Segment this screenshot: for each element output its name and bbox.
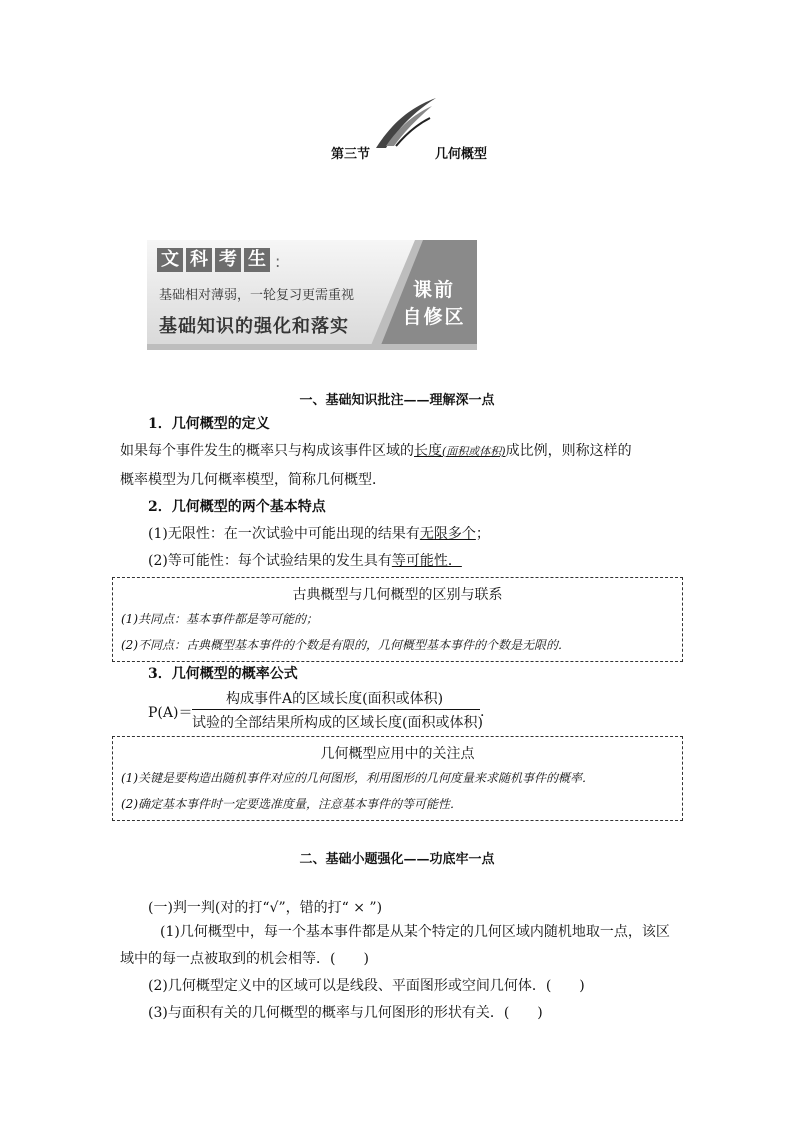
part2-sub: (一)判一判(对的打“√”，错的打“ × ”) (148, 900, 383, 916)
s1-text-a: 如果每个事件发生的概率只与构成该事件区域的 (120, 443, 414, 459)
s2-item1-u: 无限多个 (419, 526, 476, 542)
q1-line2: 域中的每一点被取到的机会相等．( ) (120, 951, 369, 967)
formula-lhs: P(A)＝ (148, 705, 193, 721)
note2-line1: (1)关键是要构造出随机事件对应的几何图形，利用图形的几何度量来求随机事件的概率． (121, 771, 595, 785)
s2-item1-a: (1)无限性：在一次试验中可能出现的结果有 (148, 526, 420, 542)
s1-text (120, 441, 700, 462)
q3: (3)与面积有关的几何概型的概率与几何图形的形状有关．( ) (148, 1005, 543, 1021)
formula-numerator: 构成事件A的区域长度(面积或体积) (226, 691, 444, 707)
banner-right-line2: 自修区 (402, 306, 466, 328)
s1-note: (面积或体积) (442, 445, 506, 458)
note-box-1 (112, 577, 683, 662)
s3-title: 3．几何概型的概率公式 (148, 666, 298, 682)
note1-title: 古典概型与几何概型的区别与联系 (292, 587, 503, 603)
section-number: 第三节 (331, 147, 371, 162)
badge-char: 生 (244, 248, 270, 272)
note-box-2 (112, 736, 683, 821)
s1-text-b: 成比例，则称这样的 (505, 443, 632, 459)
s2-title: 2．几何概型的两个基本特点 (148, 499, 326, 515)
badge-char: 文 (157, 248, 183, 272)
part1-heading: 一、基础知识批注——理解深一点 (299, 393, 495, 408)
s1-line2: 概率模型为几何概率模型，简称几何概型． (120, 472, 386, 488)
banner-headline: 基础知识的强化和落实 (159, 316, 349, 337)
fraction-bar (192, 709, 480, 710)
badge-char: 科 (186, 248, 212, 272)
q1-line1: (1)几何概型中，每一个基本事件都是从某个特定的几何区域内随机地取一点，该区 (160, 924, 670, 940)
banner-right-line1: 课前 (412, 279, 455, 301)
formula-end: . (480, 704, 485, 720)
s2-item2-a: (2)等可能性：每个试验结果的发生具有 (148, 553, 392, 569)
s2-item2 (148, 551, 708, 571)
banner (147, 240, 477, 350)
q2: (2)几何概型定义中的区域可以是线段、平面图形或空间几何体．( ) (148, 978, 585, 994)
swoosh-decoration-icon (372, 96, 438, 150)
section-title: 几何概型 (435, 147, 488, 162)
note1-line2: (2)不同点：古典概型基本事件的个数是有限的，几何概型基本事件的个数是无限的． (121, 638, 571, 652)
s2-item1 (148, 524, 708, 544)
s1-title: 1．几何概型的定义 (148, 416, 270, 432)
part2-heading: 二、基础小题强化——功底牢一点 (299, 852, 495, 867)
formula-denominator: 试验的全部结果所构成的区域长度(面积或体积) (192, 715, 483, 731)
badge-row (157, 248, 280, 276)
s2-item1-b: ； (475, 526, 490, 542)
note2-title: 几何概型应用中的关注点 (320, 746, 475, 762)
banner-subtitle: 基础相对薄弱，一轮复习更需重视 (159, 288, 355, 303)
s2-item2-u: 等可能性． (391, 553, 462, 569)
note1-line1: (1)共同点：基本事件都是等可能的； (121, 612, 318, 626)
note2-line2: (2)确定基本事件时一定要选准度量，注意基本事件的等可能性． (121, 797, 463, 811)
badge-colon: : (275, 252, 281, 271)
s1-underlined: 长度 (414, 443, 442, 459)
badge-char: 考 (215, 248, 241, 272)
page-title (0, 143, 794, 163)
